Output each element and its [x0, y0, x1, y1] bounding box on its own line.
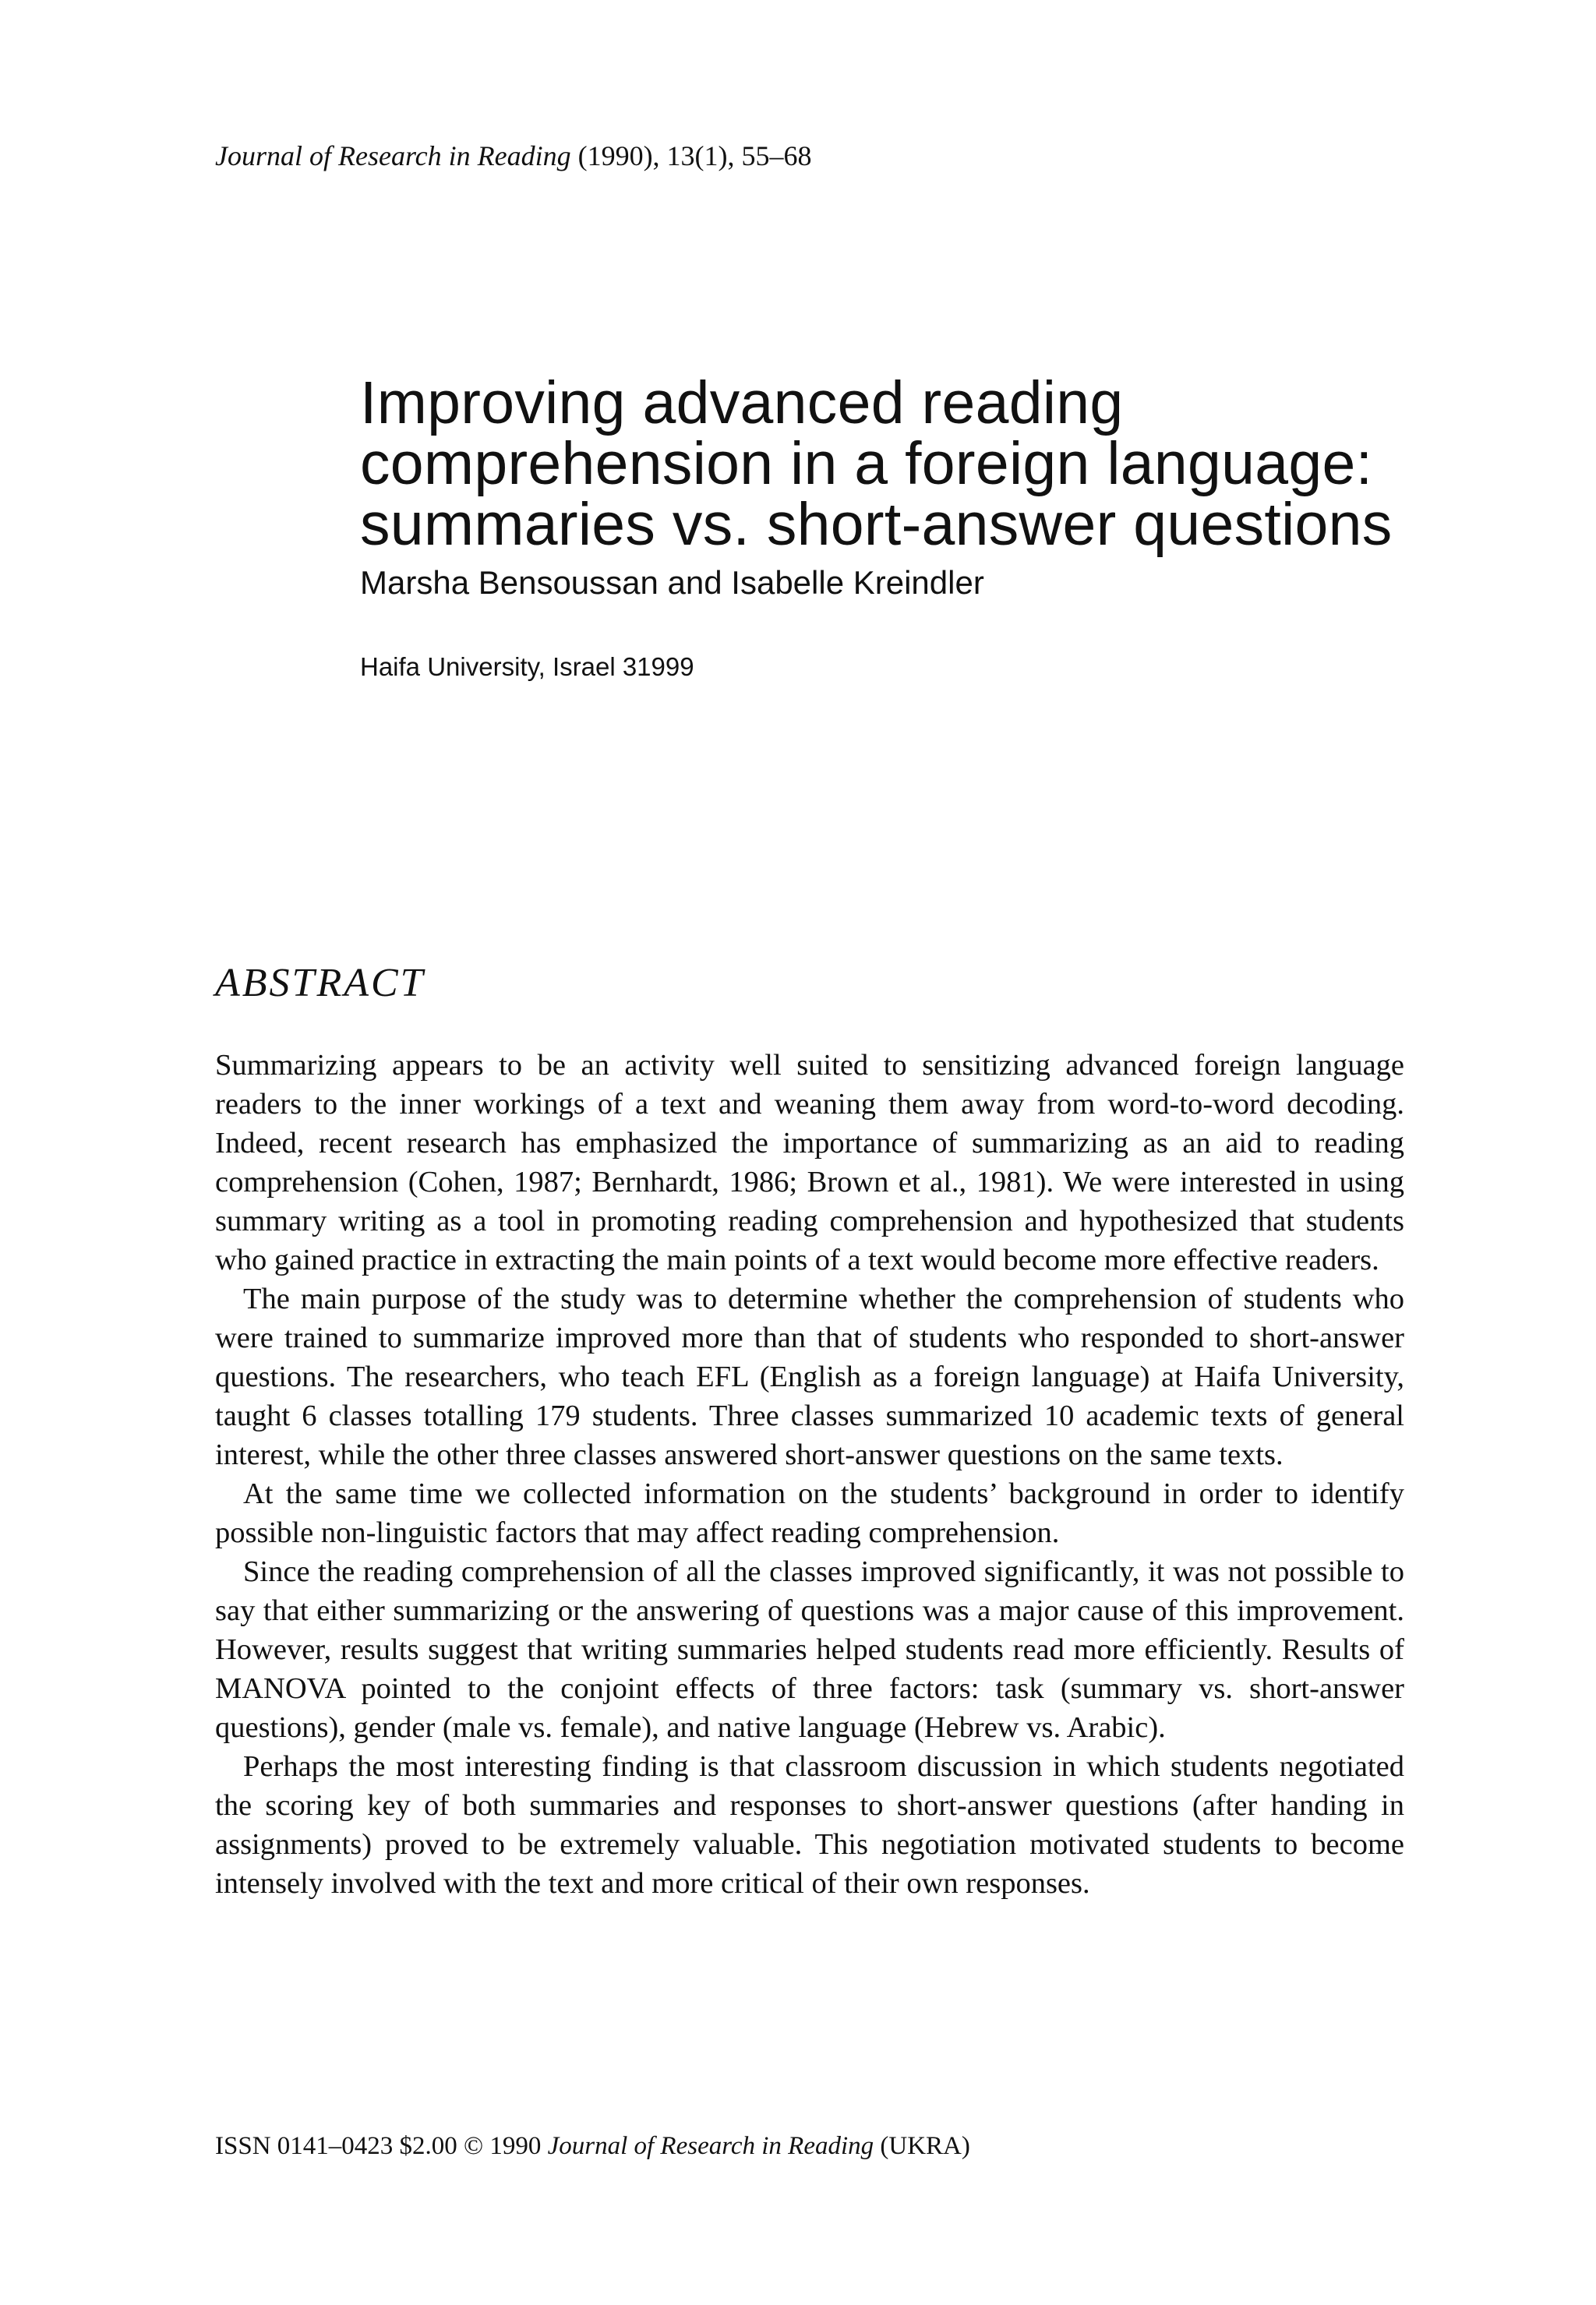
issn: ISSN 0141–0423 $2.00 © 1990: [215, 2132, 548, 2160]
title-line: comprehension in a foreign language:: [360, 430, 1373, 497]
abstract-paragraph: Summarizing appears to be an activity well suited to sensitizing advanced foreign language readers to the inner workings of a text and weaning them away from word-to-word decoding. Indeed, recent research has emphasized the importance of summarizing as an aid to reading comprehension (Cohen, 1987; Bernhardt, 1986; Brown et al., 1981). We were interested in using summary writing as a tool in promoting reading comprehension and hypothesized that students who gained practice in extracting the main points of a text would become more effective readers.: [215, 1049, 1404, 1276]
running-head: [215, 139, 812, 173]
publisher: (UKRA): [874, 2132, 970, 2160]
abstract-paragraph: Perhaps the most interesting finding is that classroom discussion in which students negotiated the scoring key of both summaries and responses to short-answer questions (after handing in assignments) proved to be extremely valuable. This negotiation motivated students to become intensely involved with the text and more critical of their own responses.: [215, 1750, 1404, 1900]
title-line: summaries vs. short-answer questions: [360, 491, 1393, 558]
citation: (1990), 13(1), 55–68: [570, 140, 812, 171]
article-title: [360, 369, 1467, 558]
affiliation: Haifa University, Israel 31999: [360, 652, 694, 681]
abstract-paragraph: Since the reading comprehension of all the classes improved significantly, it was not possible to say that either summarizing or the answering of questions was a major cause of this improvement. However, results suggest that writing summaries helped students read more efficiently. Results of MANOVA pointed to the conjoint effects of three factors: task (summary vs. short-answer questions), gender (male vs. female), and native language (Hebrew vs. Arabic).: [215, 1555, 1404, 1744]
abstract-heading: ABSTRACT: [215, 961, 425, 1005]
title-line: Improving advanced reading: [360, 369, 1124, 436]
abstract-body: [215, 1046, 1404, 1903]
authors: Marsha Bensoussan and Isabelle Kreindler: [360, 564, 984, 601]
abstract-paragraph: The main purpose of the study was to determine whether the comprehension of students who were trained to summarize improved more than that of students who responded to short-answer questions. The researchers, who teach EFL (English as a foreign language) at Haifa University, taught 6 classes totalling 179 students. Three classes summarized 10 academic texts of general interest, while the other three classes answered short-answer questions on the same texts.: [215, 1283, 1404, 1471]
abstract-paragraph: At the same time we collected information on the students’ background in order to identify possible non-linguistic factors that may affect reading comprehension.: [215, 1477, 1404, 1549]
journal-name: Journal of Research in Reading: [215, 140, 571, 171]
footer-issn: [215, 2130, 970, 2162]
footer-journal-name: Journal of Research in Reading: [547, 2132, 874, 2160]
